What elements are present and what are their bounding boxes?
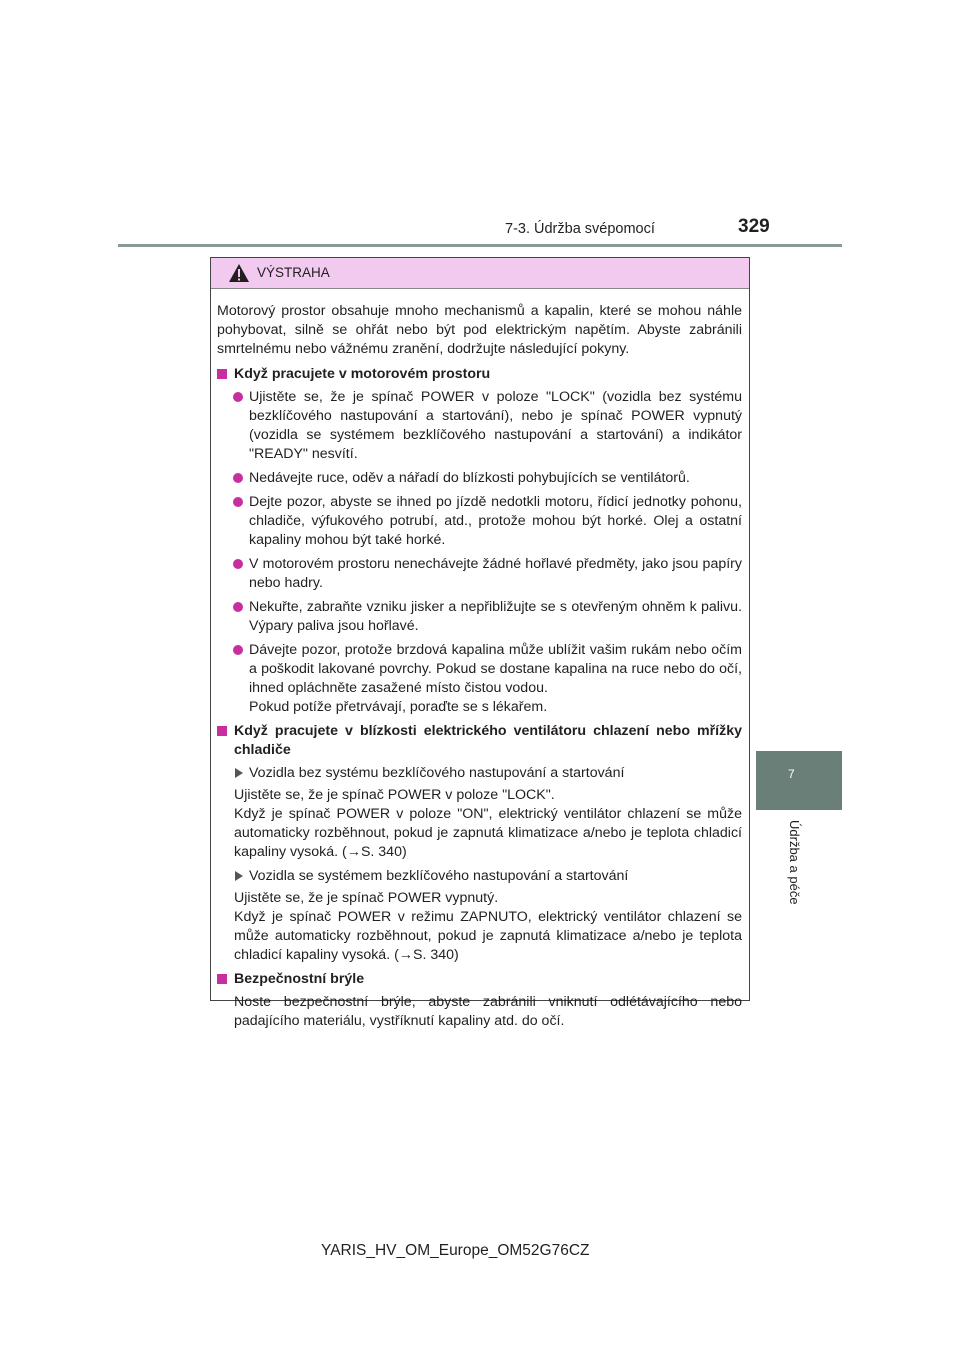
list-item: Ujistěte se, že je spínač POWER v poloze "LOCK" (vozidla bez systému bezklíčového nastupování a startování), nebo je spínač POWER vypnutý (vozidla se systémem bezklíčového nastupování a startování) a indikátor "READY" nesvítí. (217, 388, 742, 464)
list-item: Nedávejte ruce, oděv a nářadí do blízkosti pohybujících se ventilátorů. (217, 469, 742, 488)
paragraph: Když je spínač POWER v režimu ZAPNUTO, elektrický ventilátor chlazení se může automaticky rozběhnout, pokud je zapnutá klimatizace a/nebo je teplota chladicí kapaliny vysoká. (→S. 340) (234, 909, 742, 963)
square-bullet-icon (217, 369, 227, 379)
warning-triangle-icon (228, 263, 250, 283)
square-bullet-icon (217, 974, 227, 984)
subheading: Vozidla se systémem bezklíčového nastupování a startování (217, 867, 742, 886)
section-heading: Bezpečnostní brýle (217, 970, 742, 989)
circle-bullet-icon (233, 559, 243, 569)
chapter-number: 7 (788, 767, 795, 781)
warning-intro: Motorový prostor obsahuje mnoho mechanismů a kapalin, které se mohou náhle pohybovat, silně se ohřát nebo být pod elektrickým napětím. Abyste zabránili smrtelnému nebo vážnému zranění, dodržujte následující pokyny. (217, 303, 742, 357)
section-heading: Když pracujete v motorovém prostoru (217, 365, 742, 384)
square-bullet-icon (217, 726, 227, 736)
circle-bullet-icon (233, 497, 243, 507)
paragraph: Když je spínač POWER v poloze "ON", elektrický ventilátor chlazení se může automaticky rozběhnout, pokud je zapnutá klimatizace a/nebo je teplota chladicí kapaliny vysoká. (→S. 340) (234, 806, 742, 860)
section-title: 7-3. Údržba svépomocí (505, 221, 655, 237)
warning-body (211, 289, 749, 1031)
circle-bullet-icon (233, 602, 243, 612)
document-code: YARIS_HV_OM_Europe_OM52G76CZ (321, 1242, 590, 1259)
chapter-label: Údržba a péče (787, 820, 802, 905)
warning-box (210, 257, 750, 1029)
list-item: Dávejte pozor, protože brzdová kapalina může ublížit vašim rukám nebo očím a poškodit lakované povrchy. Pokud se dostane kapalina na ruce nebo do očí, ihned opláchněte zasažené místo čistou vodou. (217, 641, 742, 698)
triangle-bullet-icon (235, 871, 243, 881)
list-item: Dejte pozor, abyste se ihned po jízdě nedotkli motoru, řídicí jednotky pohonu, chladiče, výfukového potrubí, atd., protože mohou být horké. Olej a ostatní kapaliny mohou být také horké. (217, 493, 742, 550)
list-item: Nekuřte, zabraňte vzniku jisker a nepřibližujte se s otevřeným ohněm k palivu. Výpary paliva jsou hořlavé. (217, 598, 742, 636)
paragraph: Noste bezpečnostní brýle, abyste zabránili vniknutí odlétávajícího nebo padajícího materiálu, vystříknutí kapaliny atd. do očí. (234, 994, 742, 1029)
warning-header (211, 258, 749, 289)
chapter-tab[interactable] (756, 751, 842, 810)
circle-bullet-icon (233, 645, 243, 655)
paragraph: Ujistěte se, že je spínač POWER v poloze "LOCK". (234, 787, 555, 803)
list-item: V motorovém prostoru nenechávejte žádné hořlavé předměty, jako jsou papíry nebo hadry. (217, 555, 742, 593)
paragraph: Ujistěte se, že je spínač POWER vypnutý. (234, 890, 499, 906)
header-divider (118, 244, 842, 247)
list-item-continuation: Pokud potíže přetrvávají, poraďte se s lékařem. (249, 699, 548, 715)
circle-bullet-icon (233, 473, 243, 483)
triangle-bullet-icon (235, 768, 243, 778)
subheading: Vozidla bez systému bezklíčového nastupování a startování (217, 764, 742, 783)
circle-bullet-icon (233, 392, 243, 402)
section-heading: Když pracujete v blízkosti elektrického ventilátoru chlazení nebo mřížky chladiče (217, 722, 742, 760)
page-number: 329 (738, 216, 770, 237)
warning-title: VÝSTRAHA (257, 265, 330, 280)
